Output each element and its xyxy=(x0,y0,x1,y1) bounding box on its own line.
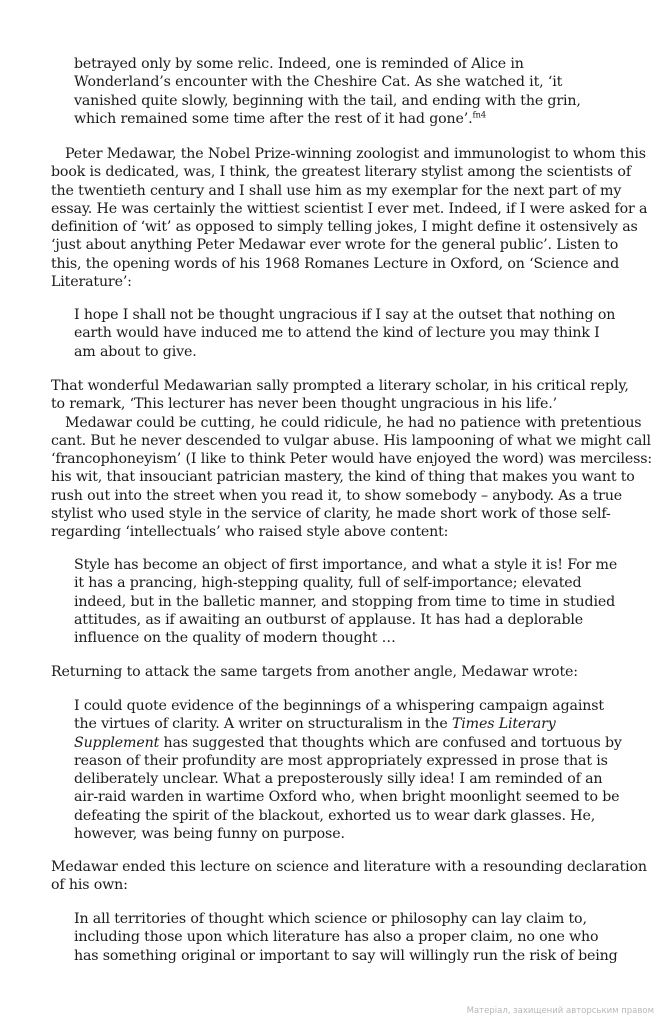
publication-title: Supplement xyxy=(74,734,160,751)
text-line: Medawar could be cutting, he could ridicule, he had no patience with pretentious xyxy=(65,414,642,431)
text-line: rush out into the street when you read it, to show somebody – anybody. As a true xyxy=(51,487,623,504)
block-quote-romanes-lecture xyxy=(74,306,634,361)
text-line: has something original or important to say will willingly run the risk of being xyxy=(74,947,618,964)
text-line: Returning to attack the same targets from another angle, Medawar wrote: xyxy=(51,664,578,680)
text-line: In all territories of thought which science or philosophy can lay claim to, xyxy=(74,911,587,927)
text-line: essay. He was certainly the wittiest scientist I ever met. Indeed, if I were asked for a xyxy=(51,200,648,217)
paragraph-returning xyxy=(51,663,631,681)
text-line: I hope I shall not be thought ungracious if I say at the outset that nothing on xyxy=(74,307,616,323)
text-line-content: the virtues of clarity. A writer on structuralism in the xyxy=(74,716,452,733)
text-line xyxy=(74,734,634,752)
text-line: I could quote evidence of the beginnings of a whispering campaign against xyxy=(74,698,604,714)
text-line: reason of their profundity are most appropriately expressed in prose that is xyxy=(74,752,608,769)
text-line: definition of ‘wit’ as opposed to simply telling jokes, I might define it ostensively as xyxy=(51,219,638,236)
publication-title: Times Literary xyxy=(451,716,556,733)
text-line: this, the opening words of his 1968 Romanes Lecture in Oxford, on ‘Science and xyxy=(51,255,620,272)
text-line: ‘just about anything Peter Medawar ever wrote for the general public’. Listen to xyxy=(51,237,619,254)
text-line: cant. But he never descended to vulgar abuse. His lampooning of what we might call xyxy=(51,432,651,449)
paragraph-medawarian-sally xyxy=(51,377,652,542)
text-line: it has a prancing, high-stepping quality, full of self-importance; elevated xyxy=(74,575,582,592)
text-line: however, was being funny on purpose. xyxy=(74,826,345,843)
text-line: stylist who used style in the service of clarity, he made short work of those self- xyxy=(51,506,611,523)
text-line: including those upon which literature has also a proper claim, no one who xyxy=(74,929,599,946)
block-quote-style xyxy=(74,556,634,647)
text-line: the twentieth century and I shall use him as my exemplar for the next part of my xyxy=(51,182,622,199)
text-line-content: which remained some time after the rest of it had gone’. xyxy=(74,110,473,127)
text-line xyxy=(74,715,634,733)
text-line: Style has become an object of first importance, and what a style it is! For me xyxy=(74,557,618,573)
text-line: Wonderland’s encounter with the Cheshire Cat. As she watched it, ‘it xyxy=(74,74,563,91)
text-line: Peter Medawar, the Nobel Prize-winning zoologist and immunologist to whom this xyxy=(65,146,646,162)
text-line: betrayed only by some relic. Indeed, one is reminded of Alice in xyxy=(74,56,524,72)
copyright-watermark: Матеріал, захищений авторським правом xyxy=(466,1006,654,1016)
text-line: ‘francophoneyism’ (I like to think Peter would have enjoyed the word) was merciless: xyxy=(51,451,652,468)
block-quote-cheshire-cat xyxy=(74,55,634,128)
text-line: am about to give. xyxy=(74,343,197,360)
text-line-content: has suggested that thoughts which are confused and tortuous by xyxy=(159,734,622,751)
text-line: Medawar ended this lecture on science and literature with a resounding declaration xyxy=(51,859,647,875)
text-line: book is dedicated, was, I think, the greatest literary stylist among the scientists of xyxy=(51,164,631,181)
text-line: influence on the quality of modern thought … xyxy=(74,630,396,647)
text-line: to remark, ‘This lecturer has never been thought ungracious in his life.’ xyxy=(51,396,557,413)
text-line: Literature’: xyxy=(51,274,132,291)
text-line: That wonderful Medawarian sally prompted a literary scholar, in his critical reply, xyxy=(51,378,629,394)
text-line xyxy=(74,110,634,128)
text-line: indeed, but in the balletic manner, and stopping from time to time in studied xyxy=(74,593,616,610)
text-line: of his own: xyxy=(51,877,128,894)
block-quote-clarity xyxy=(74,697,634,843)
text-line: vanished quite slowly, beginning with the tail, and ending with the grin, xyxy=(74,92,581,109)
text-line: his wit, that insouciant patrician mastery, the kind of thing that makes you want to xyxy=(51,469,635,486)
text-line: defeating the spirit of the blackout, exhorted us to wear dark glasses. He, xyxy=(74,807,596,824)
text-line: air-raid warden in wartime Oxford who, when bright moonlight seemed to be xyxy=(74,789,620,806)
block-quote-territories xyxy=(74,910,634,965)
text-line: regarding ‘intellectuals’ who raised style above content: xyxy=(51,524,449,541)
footnote-reference[interactable]: fn4 xyxy=(472,110,487,121)
paragraph-medawar-intro xyxy=(51,145,648,291)
text-line: earth would have induced me to attend the kind of lecture you may think I xyxy=(74,325,600,342)
text-line: deliberately unclear. What a preposterously silly idea! I am reminded of an xyxy=(74,771,603,788)
text-line: attitudes, as if awaiting an outburst of applause. It has had a deplorable xyxy=(74,611,584,628)
paragraph-medawar-ended xyxy=(51,858,647,895)
